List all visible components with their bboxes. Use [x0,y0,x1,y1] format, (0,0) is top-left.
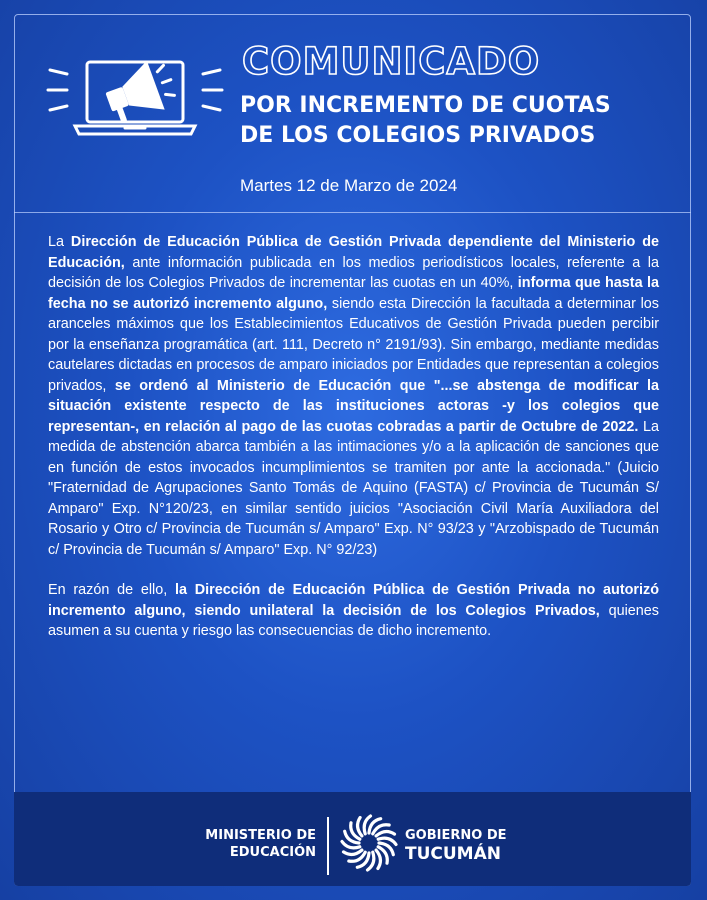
bold-text-segment: Dirección de Educación Pública de Gestión Privada dependiente del Ministerio de Educación, [48,234,659,271]
statement-paragraph-1 [48,232,659,560]
ministerio-line-1: MINISTERIO DE [205,828,316,843]
text-segment: La [48,234,71,250]
ministerio-educacion-logo [188,827,316,861]
gobierno-line-2: TUCUMÁN [405,844,501,864]
emblem-ray [358,818,362,836]
text-segment: En razón de ello, [48,582,176,598]
text-segment: siendo esta Dirección la facultada a determinar los aranceles máximos que los Establecimientos Educativos de Gestión Privada pueden percibir por la enseñanza programática (art. 111, Decreto n° 2191/93). Sin embargo, mediante medidas cautelares dictadas en procesos de amparo iniciados por Entidades que representan a colegios privados, [48,295,659,394]
text-segment: La medida de abstención abarca también a las intimaciones y/o a la aplicación de sanciones que en función de estos invocados incumplimientos se tramiten por ante la accionada." (Juicio "Fraternidad de Agrupaciones Santo Tomás de Aquino (FASTA) c/ Provincia de Tucumán S/ Amparo" Exp. N°120/23, en similar sentido juicios "Asociación Civil María Auxiliadora del Rosario y Otro c/ Provincia de Tucumán s/ Amparo" Exp. N° 93/23 y "Arzobispado de Tucumán c/ Provincia de Tucumán s/ Amparo" Exp. N° 92/23) [48,418,659,558]
publication-date: Martes 12 de Marzo de 2024 [240,176,458,195]
emblem-ray [344,850,362,854]
page-subtitle [240,91,680,151]
emblem-ray [376,832,394,836]
text-segment: ante información publicada en los medios periodísticos locales, referente a la decisión de los Colegios Privados de incrementar las cuotas en un 40%, [48,254,659,291]
text-segment: quienes asumen a su cuenta y riesgo las consecuencias de dicho incremento. [48,602,659,639]
laptop-megaphone-icon [45,40,225,150]
header-divider [14,212,691,213]
emblem-ray [376,850,380,868]
subtitle-line-2: DE LOS COLEGIOS PRIVADOS [240,123,596,148]
subtitle-line-1: POR INCREMENTO DE CUOTAS [240,93,611,118]
gobierno-tucuman-logo [405,827,525,864]
ministerio-line-2: EDUCACIÓN [229,845,316,860]
bold-text-segment: se ordenó al Ministerio de Educación que "...se abstenga de modificar la situación existente respecto de las instituciones actoras -y los colegios que representan-, en relación al pago de las cuotas cobradas a partir de Octubre de 2022. [48,377,659,435]
footer-divider [327,817,329,875]
statement-body [48,232,659,642]
gobierno-line-1: GOBIERNO DE [405,828,507,843]
bold-text-segment: la Dirección de Educación Pública de Gestión Privada no autorizó incremento alguno, siendo unilateral la decisión de los Colegios Privados, [48,582,660,619]
emblem-center [363,837,375,849]
page-title: COMUNICADO [242,40,541,83]
statement-paragraph-2 [48,580,659,642]
bold-text-segment: informa que hasta la fecha no se autorizó incremento alguno, [48,275,659,312]
tucuman-sun-emblem-icon [340,814,398,872]
